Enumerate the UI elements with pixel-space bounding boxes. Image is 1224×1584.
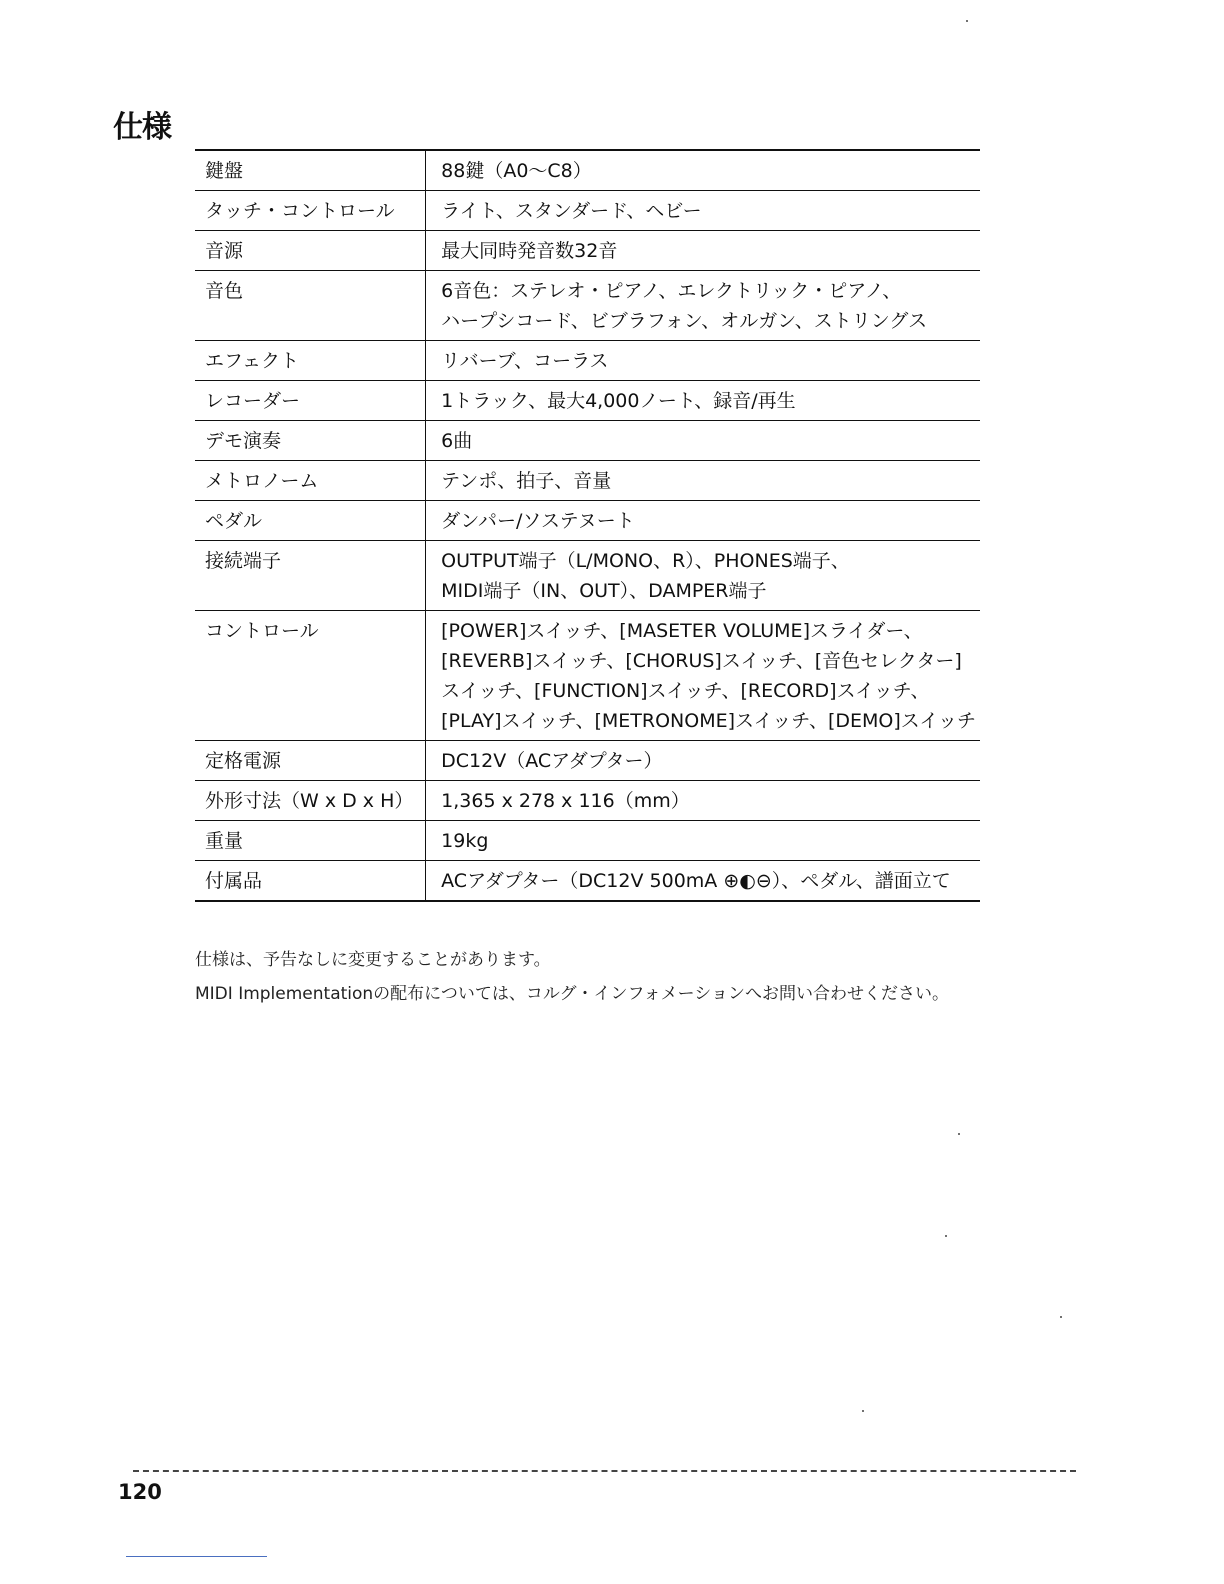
spec-value	[426, 741, 980, 781]
note-spec-change: 仕様は、予告なしに変更することがあります。	[195, 950, 551, 970]
spec-row	[195, 231, 980, 271]
spec-label: 鍵盤	[195, 150, 426, 191]
spec-value-line: [REVERB]スイッチ、[CHORUS]スイッチ、[音色セレクター]	[441, 650, 962, 672]
spec-label: 重量	[195, 821, 426, 861]
spec-value-line: MIDI端子（IN、OUT）、DAMPER端子	[441, 580, 767, 602]
scan-speck	[966, 20, 968, 22]
note-midi-implementation: MIDI Implementationの配布については、コルグ・インフォメーションへお問い合わせください。	[195, 984, 949, 1004]
spec-value-line: 最大同時発音数32音	[441, 240, 618, 262]
spec-value	[426, 541, 980, 611]
footer-dashed-rule	[133, 1470, 1076, 1472]
spec-label: タッチ・コントロール	[195, 191, 426, 231]
spec-row	[195, 541, 980, 611]
spec-label: 音源	[195, 231, 426, 271]
spec-value-line: [PLAY]スイッチ、[METRONOME]スイッチ、[DEMO]スイッチ	[441, 710, 976, 732]
spec-value-line: 6音色：ステレオ・ピアノ、エレクトリック・ピアノ、	[441, 280, 902, 302]
spec-row	[195, 781, 980, 821]
spec-row	[195, 741, 980, 781]
scan-speck	[945, 1235, 947, 1237]
spec-value-line: テンポ、拍子、音量	[441, 470, 612, 492]
spec-value-line: ハープシコード、ビブラフォン、オルガン、ストリングス	[441, 310, 928, 332]
spec-value-line: リバーブ、コーラス	[441, 350, 609, 372]
spec-label: デモ演奏	[195, 421, 426, 461]
spec-value	[426, 341, 980, 381]
spec-value	[426, 861, 980, 902]
page-title: 仕様	[113, 110, 171, 145]
spec-value-line: DC12V（ACアダプター）	[441, 750, 663, 772]
spec-row	[195, 191, 980, 231]
spec-row	[195, 611, 980, 741]
spec-row	[195, 271, 980, 341]
spec-value	[426, 461, 980, 501]
spec-label: 接続端子	[195, 541, 426, 611]
spec-value	[426, 501, 980, 541]
spec-label: 付属品	[195, 861, 426, 902]
spec-table-body	[195, 150, 980, 901]
spec-value-line: [POWER]スイッチ、[MASETER VOLUME]スライダー、	[441, 620, 923, 642]
spec-value	[426, 611, 980, 741]
spec-row	[195, 861, 980, 902]
spec-value-line: 1,365 x 278 x 116（mm）	[441, 790, 690, 812]
footer-blue-line	[126, 1556, 267, 1557]
spec-value-line: ACアダプター（DC12V 500mA ⊕◐⊖）、ペダル、譜面立て	[441, 870, 951, 892]
spec-value	[426, 191, 980, 231]
notes	[195, 943, 949, 1011]
spec-row	[195, 821, 980, 861]
spec-value-line: 88鍵（A0〜C8）	[441, 160, 592, 182]
spec-row	[195, 461, 980, 501]
page-number: 120	[118, 1480, 162, 1504]
spec-label: コントロール	[195, 611, 426, 741]
spec-label: レコーダー	[195, 381, 426, 421]
spec-value-line: 1トラック、最大4,000ノート、録音/再生	[441, 390, 796, 412]
spec-value	[426, 231, 980, 271]
spec-row	[195, 381, 980, 421]
spec-value	[426, 821, 980, 861]
scan-speck	[1060, 1316, 1062, 1318]
spec-label: ペダル	[195, 501, 426, 541]
spec-row	[195, 421, 980, 461]
spec-value	[426, 381, 980, 421]
spec-value-line: 6曲	[441, 430, 473, 452]
spec-label: メトロノーム	[195, 461, 426, 501]
spec-table	[195, 149, 980, 902]
spec-row	[195, 150, 980, 191]
spec-value	[426, 150, 980, 191]
spec-value-line: 19kg	[441, 830, 489, 852]
scan-speck	[862, 1410, 864, 1412]
spec-value	[426, 271, 980, 341]
spec-value-line: OUTPUT端子（L/MONO、R）、PHONES端子、	[441, 550, 850, 572]
scan-speck	[958, 1133, 960, 1135]
spec-label: 外形寸法（W x D x H）	[195, 781, 426, 821]
spec-value	[426, 781, 980, 821]
spec-value	[426, 421, 980, 461]
spec-label: エフェクト	[195, 341, 426, 381]
spec-label: 音色	[195, 271, 426, 341]
spec-row	[195, 501, 980, 541]
spec-value-line: ダンパー/ソステヌート	[441, 510, 635, 532]
spec-row	[195, 341, 980, 381]
spec-value-line: スイッチ、[FUNCTION]スイッチ、[RECORD]スイッチ、	[441, 680, 930, 702]
spec-value-line: ライト、スタンダード、ヘビー	[441, 200, 702, 222]
spec-label: 定格電源	[195, 741, 426, 781]
